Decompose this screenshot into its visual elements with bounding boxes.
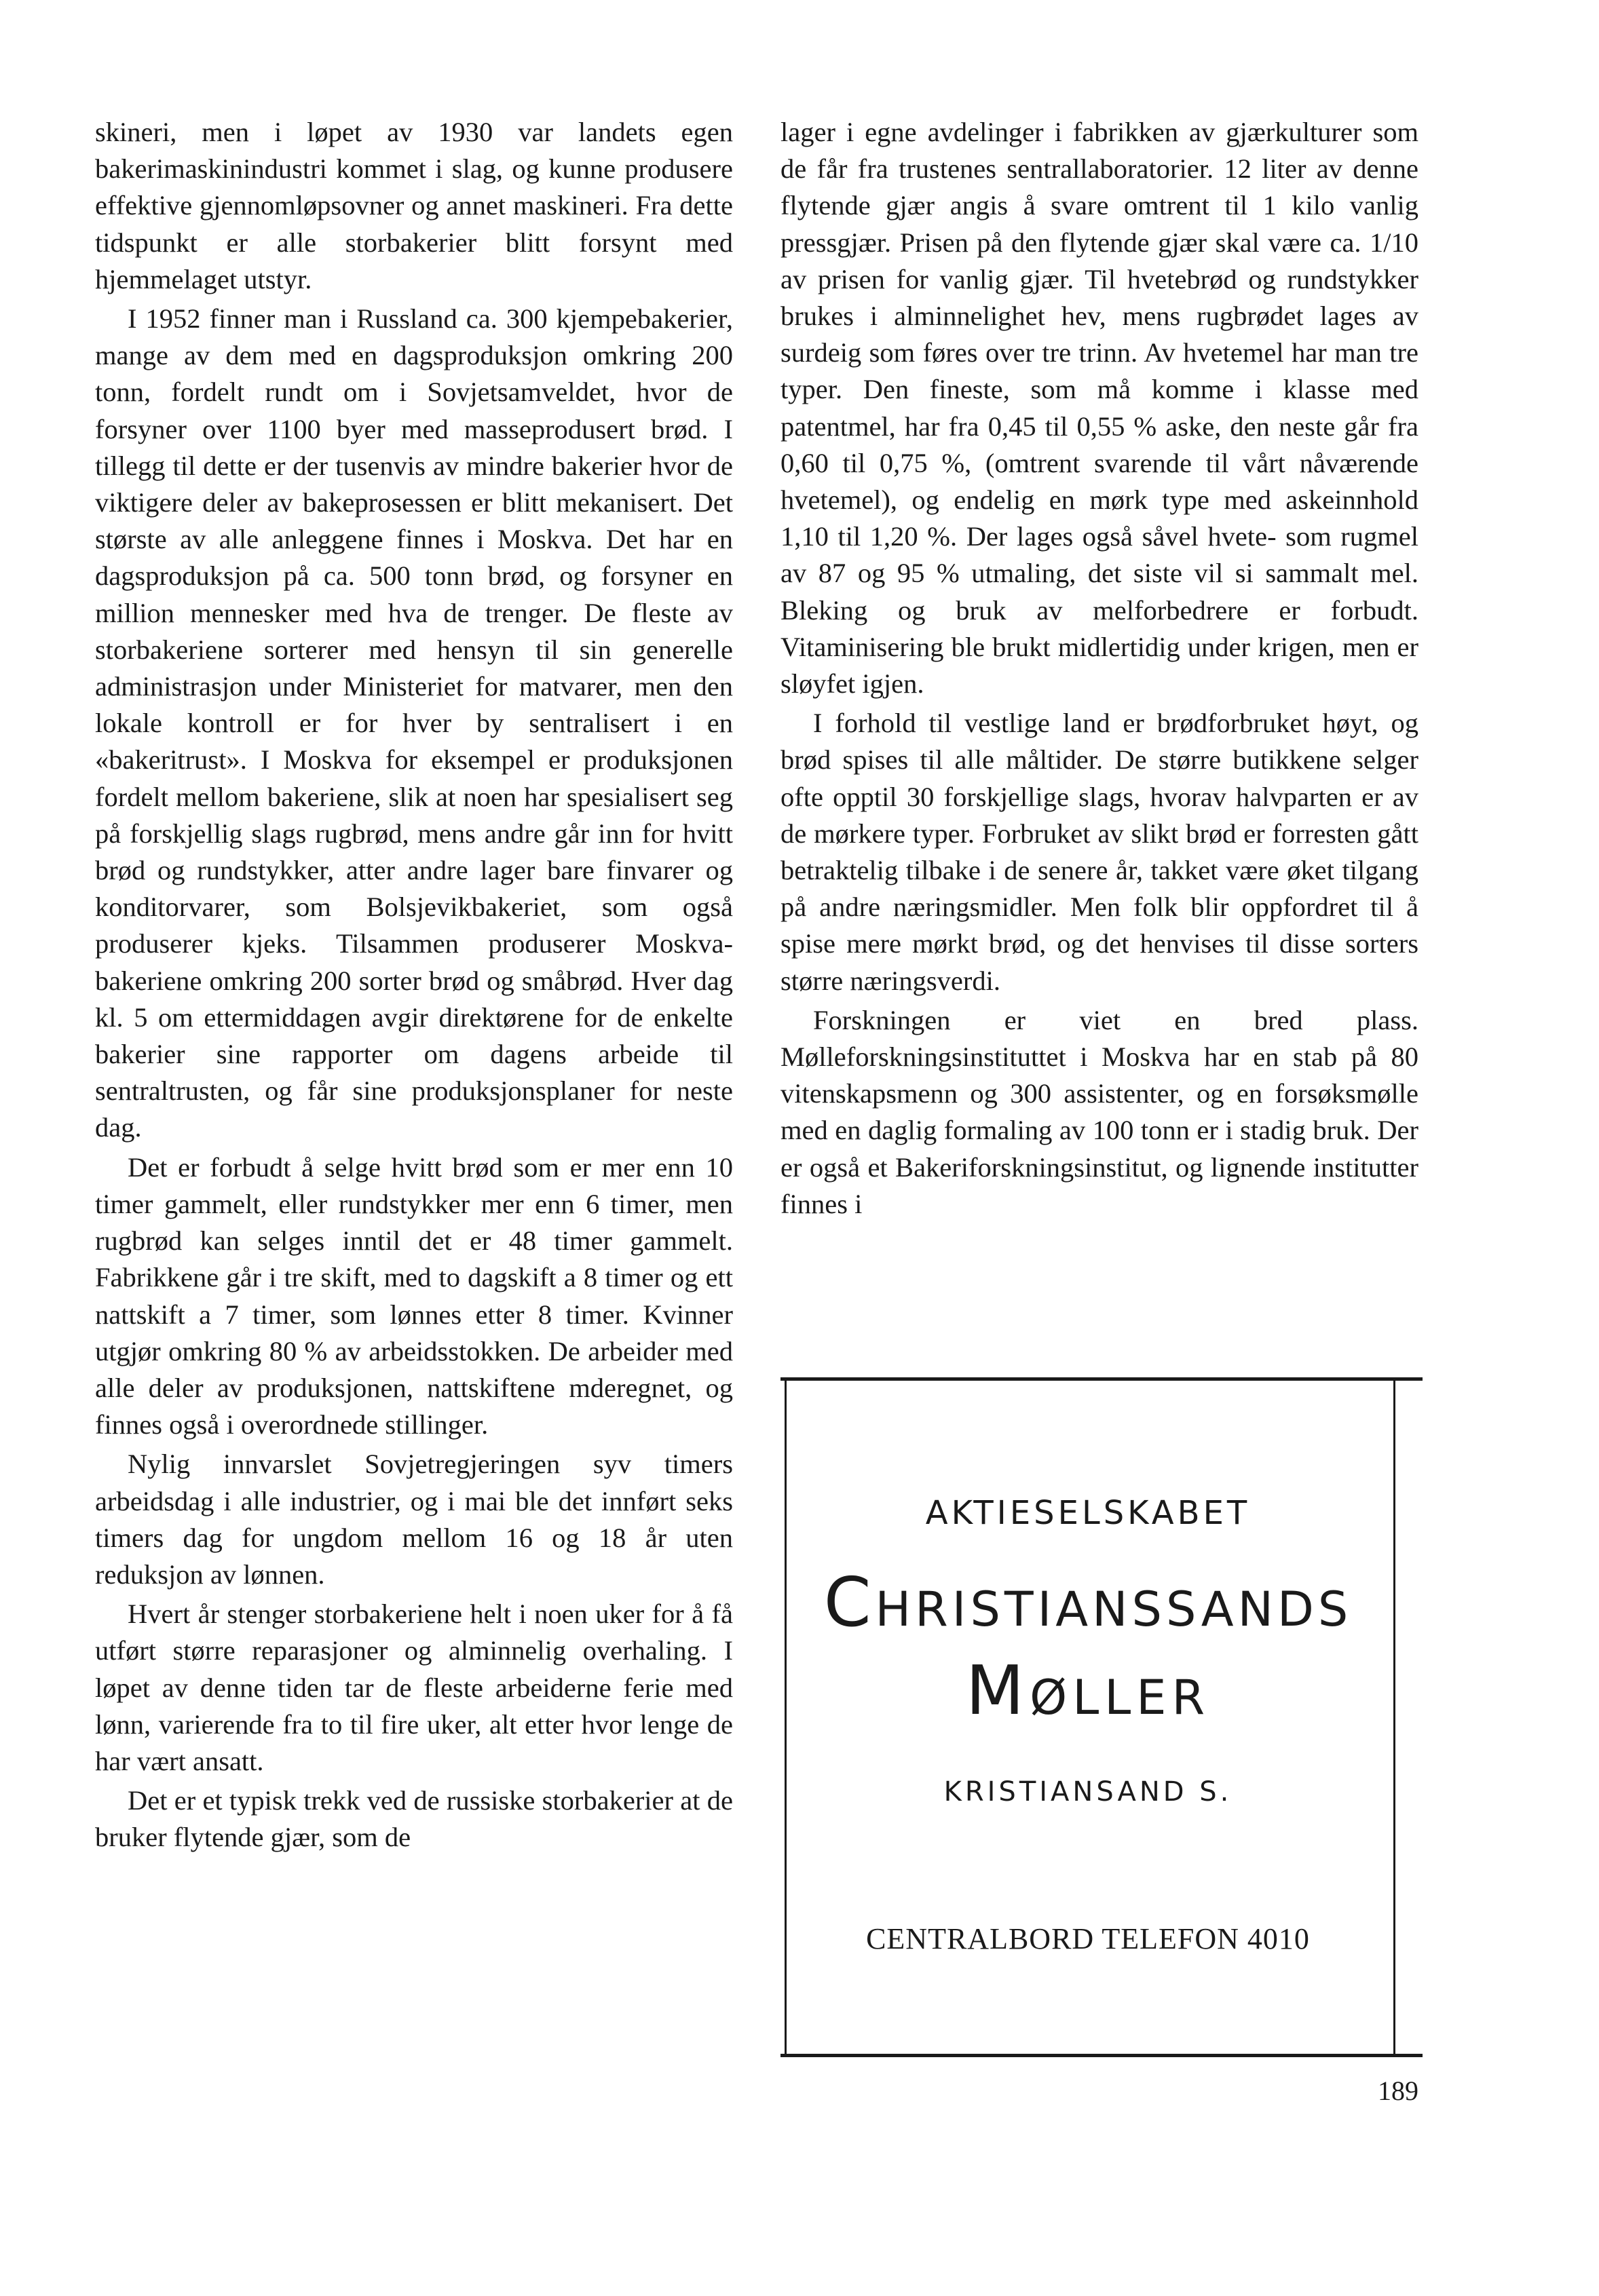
left-paragraph-6: Det er et typisk trekk ved de russiske storbakerier at de bruker flytende gjær, som de — [95, 1785, 733, 1853]
right-paragraph-3: Forskningen er viet en bred plass. Mølleforskningsinstituttet i Moskva har en stab på 80 vitenskapsmenn og 300 assistenter, og en forsøksmølle med en daglig formaling av 100 tonn er i stadig bruk. Der er også et Bakeriforskningsinstitut, og lignende institutter finnes i — [780, 1004, 1418, 1219]
ad-phone: CENTRALBORD TELEFON 4010 — [866, 1922, 1310, 1955]
left-paragraph-1: skineri, men i løpet av 1930 var landets egen bakerimaskinindustri kommet i slag, og kunne produsere effektive gjennomløpsovner og annet maskineri. Fra dette tidspunkt er alle storbakerier blitt forsynt med hjemmelaget utstyr. — [95, 117, 733, 294]
right-paragraph-1: lager i egne avdelinger i fabrikken av gjærkulturer som de får fra trustenes sentrallaboratorier. 12 liter av denne flytende gjær angis å svare omtrent til 1 kilo vanlig pressgjær. Prisen på den flytende gjær skal være ca. 1/10 av prisen for vanlig gjær. Til hvetebrød og rundstykker brukes i alminnelighet hev, mens rugbrødet lages av surdeig som føres over tre trinn. Av hvetemel har man tre typer. Den fineste, som må komme i klasse med patentmel, har fra 0,45 til 0,55 % aske, den neste går fra 0,60 til 0,75 %, (omtrent svarende til vårt nåværende hvetemel), og endelig en mørk type med askeinnhold 1,10 til 1,20 %. Der lages også såvel hvete- som rugmel av 87 og 95 % utmaling, det siste vil si sammalt mel. Bleking og bruk av melforbedrere er forbudt. Vitaminisering ble brukt midlertidig under krigen, men er sløyfet igjen. — [780, 117, 1418, 700]
left-paragraph-4: Nylig innvarslet Sovjetregjeringen syv timers arbeidsdag i alle industrier, og i mai ble det innført seks timers dag for ungdom mellom 16 og 18 år uten reduksjon av lønnen. — [95, 1449, 733, 1590]
left-paragraph-3: Det er forbudt å selge hvitt brød som er mer enn 10 timer gammelt, eller rundstykker mer enn 6 timer, men rugbrød kan selges inntil det er 48 timer gammelt. Fabrikkene går i tre skift, med to dagskift a 8 timer og ett nattskift a 7 timer, som lønnes etter 8 timer. Kvinner utgjør omkring 80 % av arbeidsstokken. De arbeider med alle deler av produksjonen, nattskiftene mderegnet, og finnes også i overordnede stillinger. — [95, 1151, 733, 1440]
ad-company-name-line-2 — [780, 1651, 1395, 1730]
ad-bottom-rule — [780, 2054, 1423, 2057]
ad-name-2-rest: ØLLER — [1030, 1670, 1211, 1725]
left-paragraph-5: Hvert år stenger storbakeriene helt i noen uker for å få utført større reparasjoner og alminnelig overhaling. I løpet av denne tiden tar de fleste arbeiderne ferie med lønn, varierende fra to til fire uker, alt etter hvor lenge de har vært ansatt. — [95, 1599, 733, 1776]
left-paragraph-2: I 1952 finner man i Russland ca. 300 kjempebakerier, mange av dem med en dagsproduksjon omkring 200 tonn, fordelt rundt om i Sovjetsamveldet, hvor de forsyner over 1100 byer med masseprodusert brød. I tillegg til dette er der tusenvis av mindre bakerier hvor de viktigere deler av bakeprosessen er blitt mekanisert. Det største av alle anleggene finnes i Moskva. Det har en dagsproduksjon på ca. 500 tonn brød, og forsyner en million mennesker med hva de trenger. De fleste av storbakeriene sorterer med hensyn til sin generelle administrasjon under Ministeriet for matvarer, men den lokale kontroll er for hver by sentralisert i en «bakeritrust». I Moskva for eksempel er produksjonen fordelt mellom bakeriene, slik at noen har spesialisert seg på forskjellig slags rugbrød, mens andre går inn for hvitt brød og rundstykker, atter andre lager bare finvarer og konditorvarer, som Bolsjevikbakeriet, som også produserer kjeks. Tilsammen produserer Moskva-bakeriene omkring 200 sorter brød og småbrød. Hver dag kl. 5 om ettermiddagen avgir direktørene for de enkelte bakerier sine rapporter om dagens arbeide til sentraltrusten, og får sine produksjonsplaner for neste dag. — [95, 303, 733, 1143]
right-paragraph-2: I forhold til vestlige land er brødforbruket høyt, og brød spises til alle måltider. De større butikkene selger ofte opptil 30 forskjellige slags, hvorav halvparten er av de mørkere typer. Forbruket av slikt brød er forresten gått betraktelig tilbake i de senere år, takket være øket tilgang på andre næringsmidler. Men folk blir oppfordret til å spise mere mørkt brød, og det henvises til disse sorters større næringsverdi. — [780, 708, 1418, 996]
ad-name-1-initial: C — [823, 1563, 876, 1642]
ad-city: KRISTIANSAND S. — [943, 1776, 1233, 1807]
right-text-column — [780, 114, 1418, 1223]
ad-name-1-rest: HRISTIANSSANDS — [875, 1582, 1353, 1637]
ad-company-type: AKTIESELSKABET — [925, 1494, 1251, 1532]
left-text-column — [95, 114, 733, 1856]
ad-name-2-initial: M — [965, 1651, 1030, 1730]
ad-top-rule — [780, 1377, 1423, 1381]
ad-company-name-line-1 — [780, 1563, 1395, 1642]
advertisement-box — [780, 1377, 1423, 2057]
page-number: 189 — [1378, 2075, 1418, 2106]
